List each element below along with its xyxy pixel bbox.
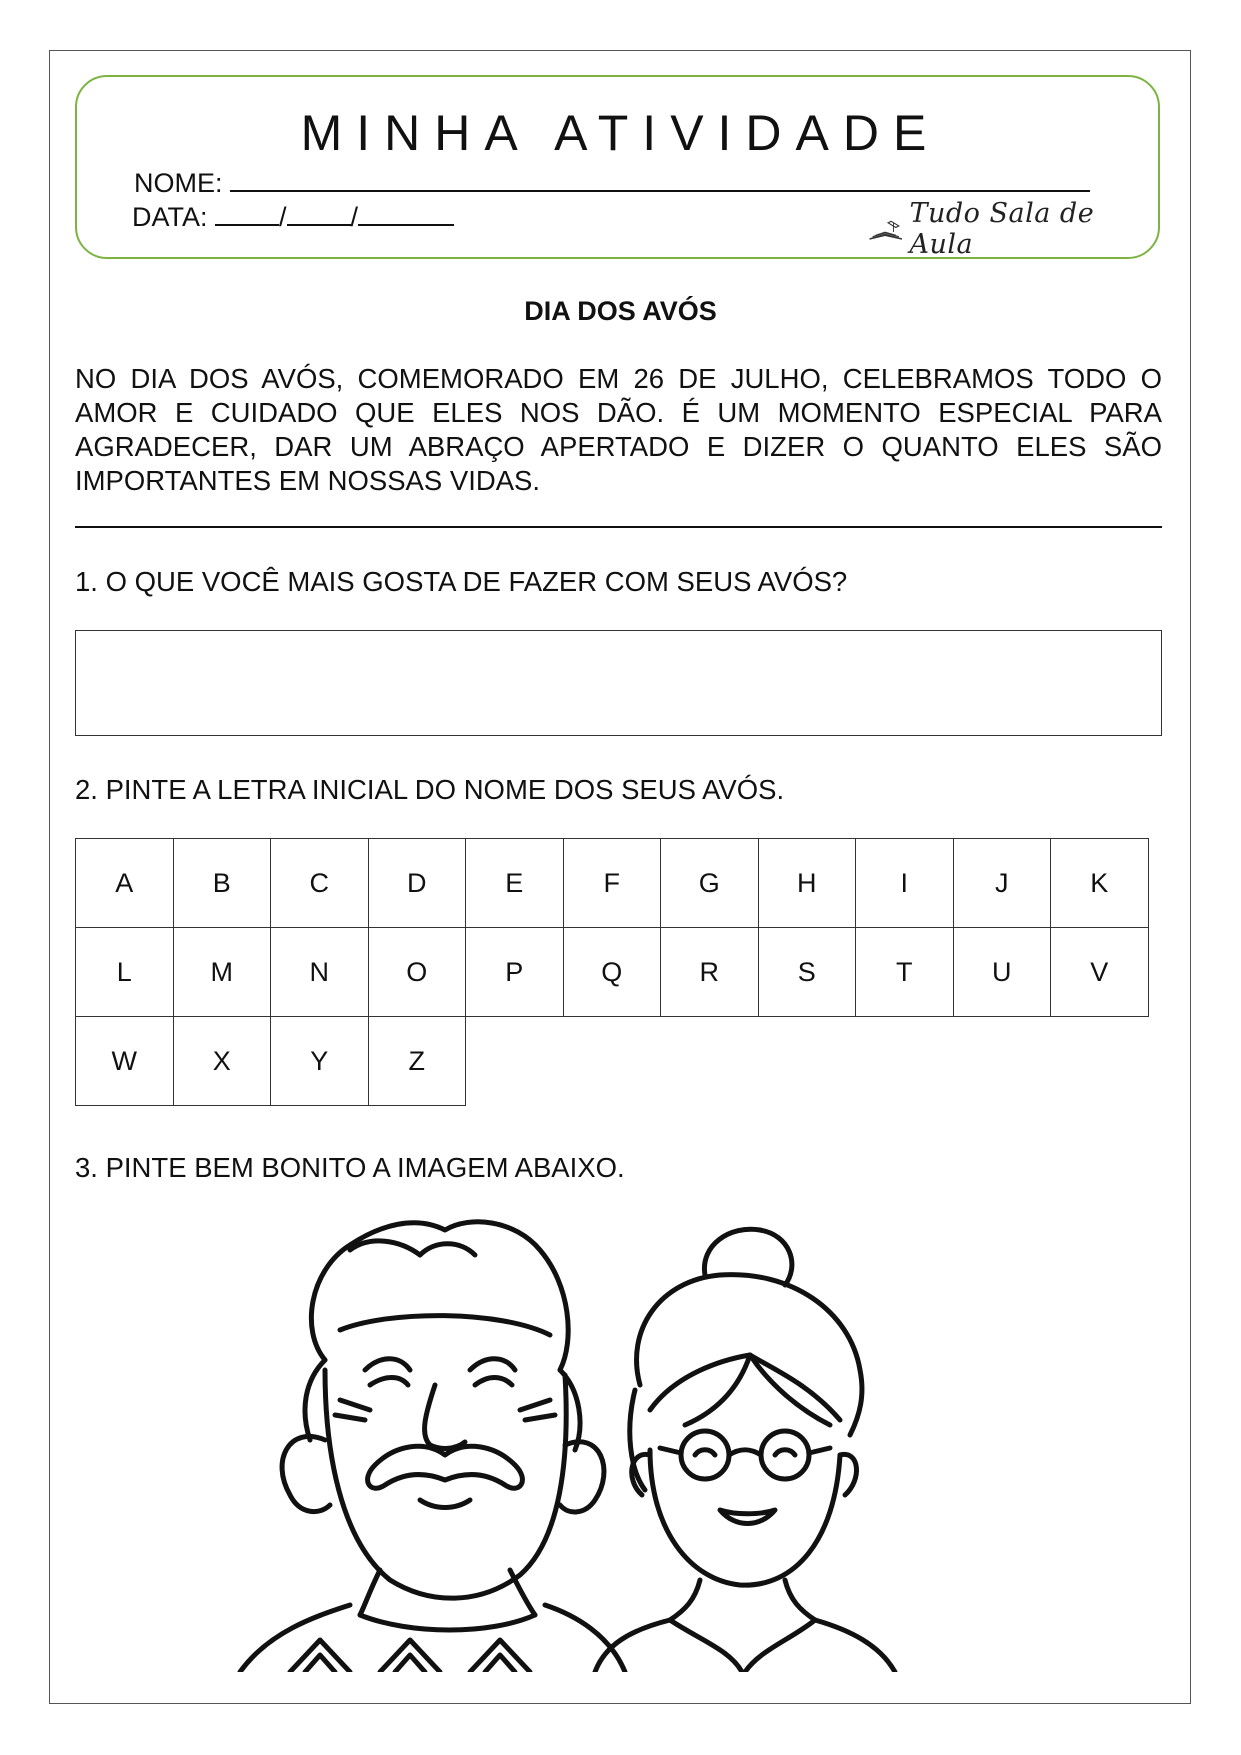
letter-cell[interactable]: W: [76, 1017, 174, 1106]
answer-box[interactable]: [75, 630, 1162, 736]
book-icon: [868, 213, 903, 245]
letter-cell[interactable]: R: [661, 928, 759, 1017]
letter-cell[interactable]: A: [76, 839, 174, 928]
section-title: DIA DOS AVÓS: [524, 296, 717, 326]
grandma-illustration: [595, 1229, 895, 1672]
letter-cell[interactable]: G: [661, 839, 759, 928]
letter-cell[interactable]: Y: [271, 1017, 369, 1106]
question-1: 1. O QUE VOCÊ MAIS GOSTA DE FAZER COM SEUS AVÓS?: [75, 566, 848, 597]
date-month-field[interactable]: [287, 198, 351, 226]
letter-cell[interactable]: Q: [563, 928, 661, 1017]
letter-cell[interactable]: B: [173, 839, 271, 928]
empty-cell: [466, 1017, 564, 1106]
letter-cell[interactable]: T: [856, 928, 954, 1017]
logo-text: Tudo Sala de Aula: [909, 198, 1095, 260]
date-line: [132, 198, 454, 233]
date-year-field[interactable]: [358, 198, 454, 226]
name-line: [134, 164, 1090, 199]
letter-cell[interactable]: V: [1051, 928, 1149, 1017]
divider: [75, 526, 1162, 528]
letters-row-3: [76, 1017, 1149, 1106]
brand-logo: [868, 198, 1108, 260]
grandparents-coloring-image[interactable]: [230, 1210, 1010, 1672]
empty-cell: [1051, 1017, 1149, 1106]
letter-cell[interactable]: P: [466, 928, 564, 1017]
empty-cell: [856, 1017, 954, 1106]
name-field[interactable]: [230, 164, 1090, 192]
empty-cell: [953, 1017, 1051, 1106]
question-2: 2. PINTE A LETRA INICIAL DO NOME DOS SEUS AVÓS.: [75, 774, 785, 805]
letter-cell[interactable]: D: [368, 839, 466, 928]
letter-cell[interactable]: Z: [368, 1017, 466, 1106]
date-day-field[interactable]: [215, 198, 279, 226]
letter-cell[interactable]: S: [758, 928, 856, 1017]
letters-row-2: [76, 928, 1149, 1017]
letters-row-1: [76, 839, 1149, 928]
date-separator: /: [279, 202, 287, 232]
date-separator: /: [350, 202, 359, 232]
letter-cell[interactable]: U: [953, 928, 1051, 1017]
letter-cell[interactable]: E: [466, 839, 564, 928]
empty-cell: [661, 1017, 759, 1106]
empty-cell: [758, 1017, 856, 1106]
letters-table: [75, 838, 1149, 1106]
letter-cell[interactable]: J: [953, 839, 1051, 928]
page-title: MINHA ATIVIDADE: [300, 105, 941, 161]
empty-cell: [563, 1017, 661, 1106]
question-3: 3. PINTE BEM BONITO A IMAGEM ABAIXO.: [75, 1152, 625, 1183]
date-label: DATA:: [132, 202, 208, 232]
letter-cell[interactable]: N: [271, 928, 369, 1017]
name-label: NOME:: [134, 168, 223, 198]
letter-cell[interactable]: I: [856, 839, 954, 928]
intro-paragraph: NO DIA DOS AVÓS, COMEMORADO EM 26 DE JULHO, CELEBRAMOS TODO O AMOR E CUIDADO QUE ELES NOS DÃO. É UM MOMENTO ESPECIAL PARA AGRADECER, DAR UM ABRAÇO APERTADO E DIZER O QUANTO ELES SÃO IMPORTANTES EM NOSSAS VIDAS.: [75, 363, 1162, 496]
letter-cell[interactable]: K: [1051, 839, 1149, 928]
letter-cell[interactable]: M: [173, 928, 271, 1017]
grandpa-illustration: [240, 1222, 625, 1672]
letter-cell[interactable]: O: [368, 928, 466, 1017]
letter-cell[interactable]: L: [76, 928, 174, 1017]
letter-cell[interactable]: F: [563, 839, 661, 928]
letter-cell[interactable]: H: [758, 839, 856, 928]
letter-cell[interactable]: C: [271, 839, 369, 928]
letter-cell[interactable]: X: [173, 1017, 271, 1106]
